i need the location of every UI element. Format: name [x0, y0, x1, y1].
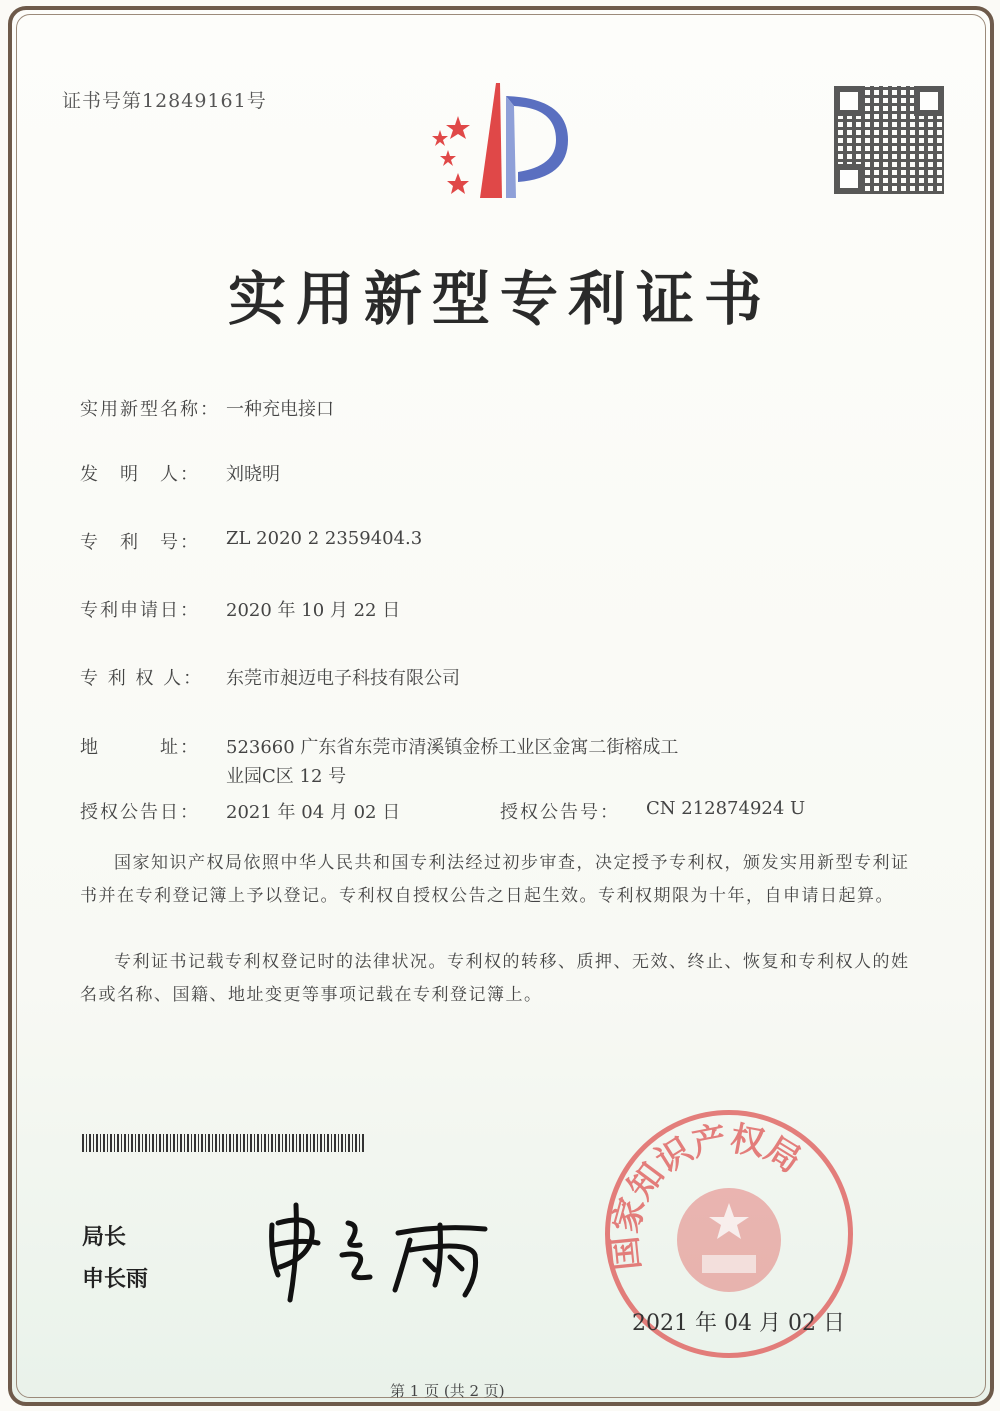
handwritten-signature — [260, 1195, 510, 1305]
signatory-title: 局长 — [82, 1225, 127, 1250]
field-value: 2021 年 04 月 02 日 — [226, 802, 401, 823]
page-indicator: 第 1 页 (共 2 页) — [390, 1382, 505, 1400]
seal-text: 家知识产权局 — [610, 1118, 808, 1238]
field-patentee — [80, 664, 460, 690]
field-value: 523660 广东省东莞市清溪镇金桥工业区金寓二街榕成工 — [226, 737, 679, 758]
field-inventor — [80, 460, 280, 486]
field-grant-date — [80, 798, 400, 824]
field-value: 一种充电接口 — [226, 399, 334, 420]
field-label: 发 明 人： — [80, 464, 200, 485]
statement-paragraph-1: 国家知识产权局依照中华人民共和国专利法经过初步审查，决定授予专利权，颁发实用新型专利证书并在专利登记簿上予以登记。专利权自授权公告之日起生效。专利权期限为十年，自申请日起算。 — [80, 853, 910, 906]
certificate-number: 证书号第12849161号 — [62, 90, 267, 112]
field-value: 刘晓明 — [226, 464, 280, 485]
certificate-title: 实用新型专利证书 — [227, 265, 772, 333]
statement-paragraph-2: 专利证书记载专利权登记时的法律状况。专利权的转移、质押、无效、终止、恢复和专利权人的姓名或名称、国籍、地址变更等事项记载在专利登记簿上。 — [80, 952, 910, 1005]
signatory-name: 申长雨 — [82, 1267, 149, 1292]
issue-date: 2021 年 04 月 02 日 — [632, 1311, 845, 1336]
qr-code — [834, 86, 944, 194]
field-patent-number — [80, 528, 422, 554]
field-label: 地 址： — [80, 737, 200, 758]
cnipa-logo-icon — [418, 78, 588, 203]
field-value: CN 212874924 U — [646, 798, 806, 819]
field-value: 东莞市昶迈电子科技有限公司 — [226, 668, 460, 689]
field-value-continued: 业园C区 12 号 — [226, 766, 347, 787]
field-value: 2020 年 10 月 22 日 — [226, 600, 401, 621]
field-value: ZL 2020 2 2359404.3 — [226, 528, 423, 549]
field-publication-number — [500, 798, 805, 824]
barcode — [82, 1134, 364, 1152]
field-label: 实用新型名称： — [80, 399, 220, 420]
field-utility-model-name — [80, 395, 334, 421]
field-label: 专 利 权 人： — [80, 668, 204, 689]
field-application-date — [80, 596, 400, 622]
field-label: 专 利 号： — [80, 532, 200, 553]
field-address — [80, 733, 678, 791]
field-label: 授权公告日： — [80, 802, 200, 823]
field-label: 专利申请日： — [80, 600, 200, 621]
field-label: 授权公告号： — [500, 802, 620, 823]
